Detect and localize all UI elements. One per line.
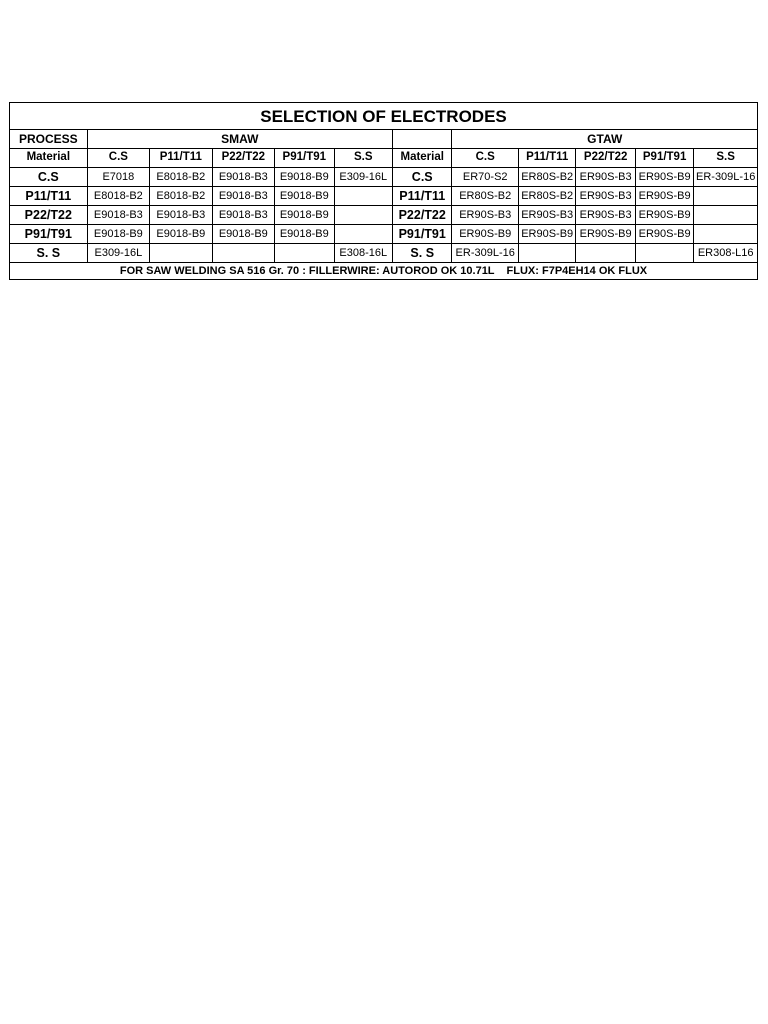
- smaw-cell: E9018-B9: [150, 225, 212, 244]
- table-row: [10, 225, 758, 244]
- gtaw-cell: ER-309L-16: [694, 168, 758, 187]
- process-gtaw: GTAW: [452, 130, 758, 149]
- table-title: SELECTION OF ELECTRODES: [10, 103, 758, 130]
- smaw-cell: [334, 225, 392, 244]
- gtaw-cell: [635, 244, 693, 263]
- table-row: [10, 206, 758, 225]
- gtaw-cell: ER80S-B2: [518, 187, 575, 206]
- gtaw-cell: ER90S-B9: [452, 225, 519, 244]
- table-row: [10, 244, 758, 263]
- smaw-material: P22/T22: [10, 206, 88, 225]
- gtaw-cell: [576, 244, 635, 263]
- gtaw-cell: ER-309L-16: [452, 244, 519, 263]
- smaw-cell: E9018-B3: [212, 206, 274, 225]
- table-row: [10, 187, 758, 206]
- gtaw-cell: ER90S-B3: [518, 206, 575, 225]
- gtaw-cell: [694, 187, 758, 206]
- col-header-smaw: P91/T91: [275, 149, 334, 168]
- process-divider-cell: [392, 130, 451, 149]
- gtaw-cell: ER70-S2: [452, 168, 519, 187]
- col-header-smaw: P11/T11: [150, 149, 212, 168]
- material-label-smaw: Material: [10, 149, 88, 168]
- col-header-smaw: S.S: [334, 149, 392, 168]
- smaw-cell: [334, 187, 392, 206]
- gtaw-cell: [518, 244, 575, 263]
- smaw-cell: E9018-B9: [275, 168, 334, 187]
- smaw-cell: E9018-B9: [275, 187, 334, 206]
- electrode-selection-table: [9, 102, 758, 280]
- gtaw-cell: ER90S-B9: [635, 168, 693, 187]
- gtaw-material: P22/T22: [392, 206, 451, 225]
- smaw-cell: E9018-B3: [212, 187, 274, 206]
- gtaw-cell: ER90S-B9: [635, 206, 693, 225]
- smaw-cell: E8018-B2: [150, 187, 212, 206]
- col-header-smaw: C.S: [87, 149, 149, 168]
- gtaw-cell: [694, 225, 758, 244]
- smaw-cell: E8018-B2: [150, 168, 212, 187]
- gtaw-cell: ER90S-B9: [635, 187, 693, 206]
- col-header-gtaw: P91/T91: [635, 149, 693, 168]
- col-header-gtaw: S.S: [694, 149, 758, 168]
- gtaw-cell: ER90S-B3: [576, 206, 635, 225]
- col-header-gtaw: C.S: [452, 149, 519, 168]
- smaw-cell: [334, 206, 392, 225]
- gtaw-material: P11/T11: [392, 187, 451, 206]
- gtaw-cell: ER90S-B9: [576, 225, 635, 244]
- smaw-cell: [212, 244, 274, 263]
- smaw-cell: E7018: [87, 168, 149, 187]
- col-header-smaw: P22/T22: [212, 149, 274, 168]
- gtaw-cell: ER90S-B9: [518, 225, 575, 244]
- gtaw-cell: ER90S-B3: [576, 187, 635, 206]
- table-row: [10, 168, 758, 187]
- smaw-cell: E8018-B2: [87, 187, 149, 206]
- smaw-cell: E309-16L: [334, 168, 392, 187]
- gtaw-cell: [694, 206, 758, 225]
- smaw-cell: E9018-B9: [275, 225, 334, 244]
- col-header-gtaw: P11/T11: [518, 149, 575, 168]
- gtaw-material: S. S: [392, 244, 451, 263]
- smaw-cell: [275, 244, 334, 263]
- process-label: PROCESS: [10, 130, 88, 149]
- smaw-cell: E9018-B9: [275, 206, 334, 225]
- smaw-cell: E9018-B9: [87, 225, 149, 244]
- gtaw-cell: ER90S-B3: [576, 168, 635, 187]
- gtaw-cell: ER80S-B2: [518, 168, 575, 187]
- gtaw-cell: ER308-L16: [694, 244, 758, 263]
- gtaw-cell: ER80S-B2: [452, 187, 519, 206]
- material-label-gtaw: Material: [392, 149, 451, 168]
- gtaw-cell: ER90S-B3: [452, 206, 519, 225]
- smaw-material: P11/T11: [10, 187, 88, 206]
- gtaw-material: C.S: [392, 168, 451, 187]
- smaw-cell: E309-16L: [87, 244, 149, 263]
- smaw-cell: E9018-B3: [150, 206, 212, 225]
- saw-welding-note: FOR SAW WELDING SA 516 Gr. 70 : FILLERWIRE: AUTOROD OK 10.71L FLUX: F7P4EH14 OK FLUX: [10, 263, 758, 280]
- smaw-cell: [150, 244, 212, 263]
- smaw-cell: E308-16L: [334, 244, 392, 263]
- smaw-cell: E9018-B9: [212, 225, 274, 244]
- process-smaw: SMAW: [87, 130, 392, 149]
- smaw-material: P91/T91: [10, 225, 88, 244]
- smaw-material: C.S: [10, 168, 88, 187]
- gtaw-material: P91/T91: [392, 225, 451, 244]
- col-header-gtaw: P22/T22: [576, 149, 635, 168]
- smaw-cell: E9018-B3: [212, 168, 274, 187]
- gtaw-cell: ER90S-B9: [635, 225, 693, 244]
- smaw-material: S. S: [10, 244, 88, 263]
- smaw-cell: E9018-B3: [87, 206, 149, 225]
